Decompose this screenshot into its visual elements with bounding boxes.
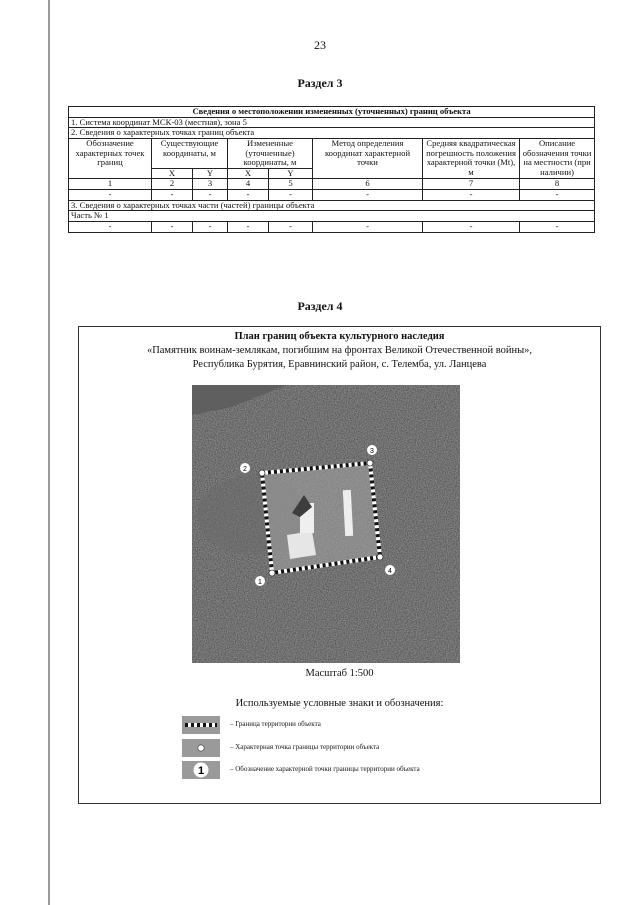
table-cell: - [228,221,269,232]
header-description: Описание обозначения точки на местности (при наличии) [520,138,595,179]
header-method: Метод определения координат характерной точки [313,138,423,179]
table-cell: - [152,190,193,201]
table-cell: - [269,221,313,232]
point-label-1: 1 [258,579,262,586]
boundary-point-1 [269,570,275,576]
header-changed: Измененные (уточненные) координаты, м [228,138,313,168]
table-row [69,200,595,211]
table-cell: - [313,190,423,201]
point-label-2: 2 [243,466,247,473]
table-row [69,190,595,201]
table-cell: - [193,221,228,232]
header-designation: Обозначение характерных точек границ [69,138,152,179]
table-row [69,221,595,232]
table-row [69,117,595,128]
table-cell: - [423,190,520,201]
table-header-row [69,138,595,168]
table-title-row [69,107,595,118]
table-cell: 6 [313,179,423,190]
boundary-point-3 [367,460,373,466]
monument-base [287,531,316,559]
table-cell: - [193,190,228,201]
table-cell: 8 [520,179,595,190]
page-margin-line [48,0,50,905]
header-y: Y [269,168,313,179]
table-cell: - [313,221,423,232]
legend-text: – Граница территории объекта [230,720,321,728]
table-title: Сведения о местоположении измененных (уточненных) границ объекта [69,107,595,118]
plan-subtitle: «Памятник воинам-землякам, погибшим на фронтах Великой Отечественной войны», [146,345,533,356]
column-numbers-row [69,179,595,190]
section-4-title: Раздел 4 [297,299,343,313]
point-label-3: 3 [370,448,374,455]
points-info-text: 2. Сведения о характерных точках границ объекта [69,128,595,139]
header-existing: Существующие координаты, м [152,138,228,168]
header-y: Y [193,168,228,179]
fenced-area [262,463,380,573]
point-label-4: 4 [388,568,392,575]
table-cell: 7 [423,179,520,190]
table-row [69,211,595,222]
table-cell: 1 [69,179,152,190]
legend-text: – Характерная точка границы территории объекта [230,743,380,751]
boundaries-info-table [68,106,595,233]
section-3-title: Раздел 3 [297,76,343,90]
table-cell: - [269,190,313,201]
table-cell: - [423,221,520,232]
legend-text: – Обозначение характерной точки границы территории объекта [230,765,420,773]
plan-title: План границ объекта культурного наследия [234,331,445,342]
table-cell: 2 [152,179,193,190]
table-cell: 4 [228,179,269,190]
header-x: X [228,168,269,179]
legend-point-number: 1 [197,765,205,777]
coordinate-system-text: 1. Система координат МСК-03 (местная), зона 5 [69,117,595,128]
boundary-point-dot-icon [182,739,220,757]
table-cell: - [69,190,152,201]
point-number-circle-icon [182,761,220,779]
boundary-point-2 [259,470,265,476]
part-points-text: 3. Сведения о характерных точках части (частей) границы объекта [69,200,595,211]
table-cell: - [152,221,193,232]
table-row [69,128,595,139]
page-number: 23 [314,38,326,52]
part-label: Часть № 1 [69,211,595,222]
table-cell: - [69,221,152,232]
aerial-map-graphic [192,385,460,663]
aerial-map [192,385,460,663]
legend-title: Используемые условные знаки и обозначения: [235,698,444,709]
table-cell: - [520,190,595,201]
table-cell: - [228,190,269,201]
table-cell: - [520,221,595,232]
dashed-boundary-icon [182,716,220,734]
plan-address: Республика Бурятия, Еравнинский район, с. Телемба, ул. Ланцева [192,359,487,370]
table-cell: 5 [269,179,313,190]
map-scale: Масштаб 1:500 [305,668,374,679]
boundary-point-4 [377,554,383,560]
header-error: Средняя квадратическая погрешность положения характерной точки (Mt), м [423,138,520,179]
boundary-plan-frame [78,326,601,804]
table-cell: 3 [193,179,228,190]
header-x: X [152,168,193,179]
